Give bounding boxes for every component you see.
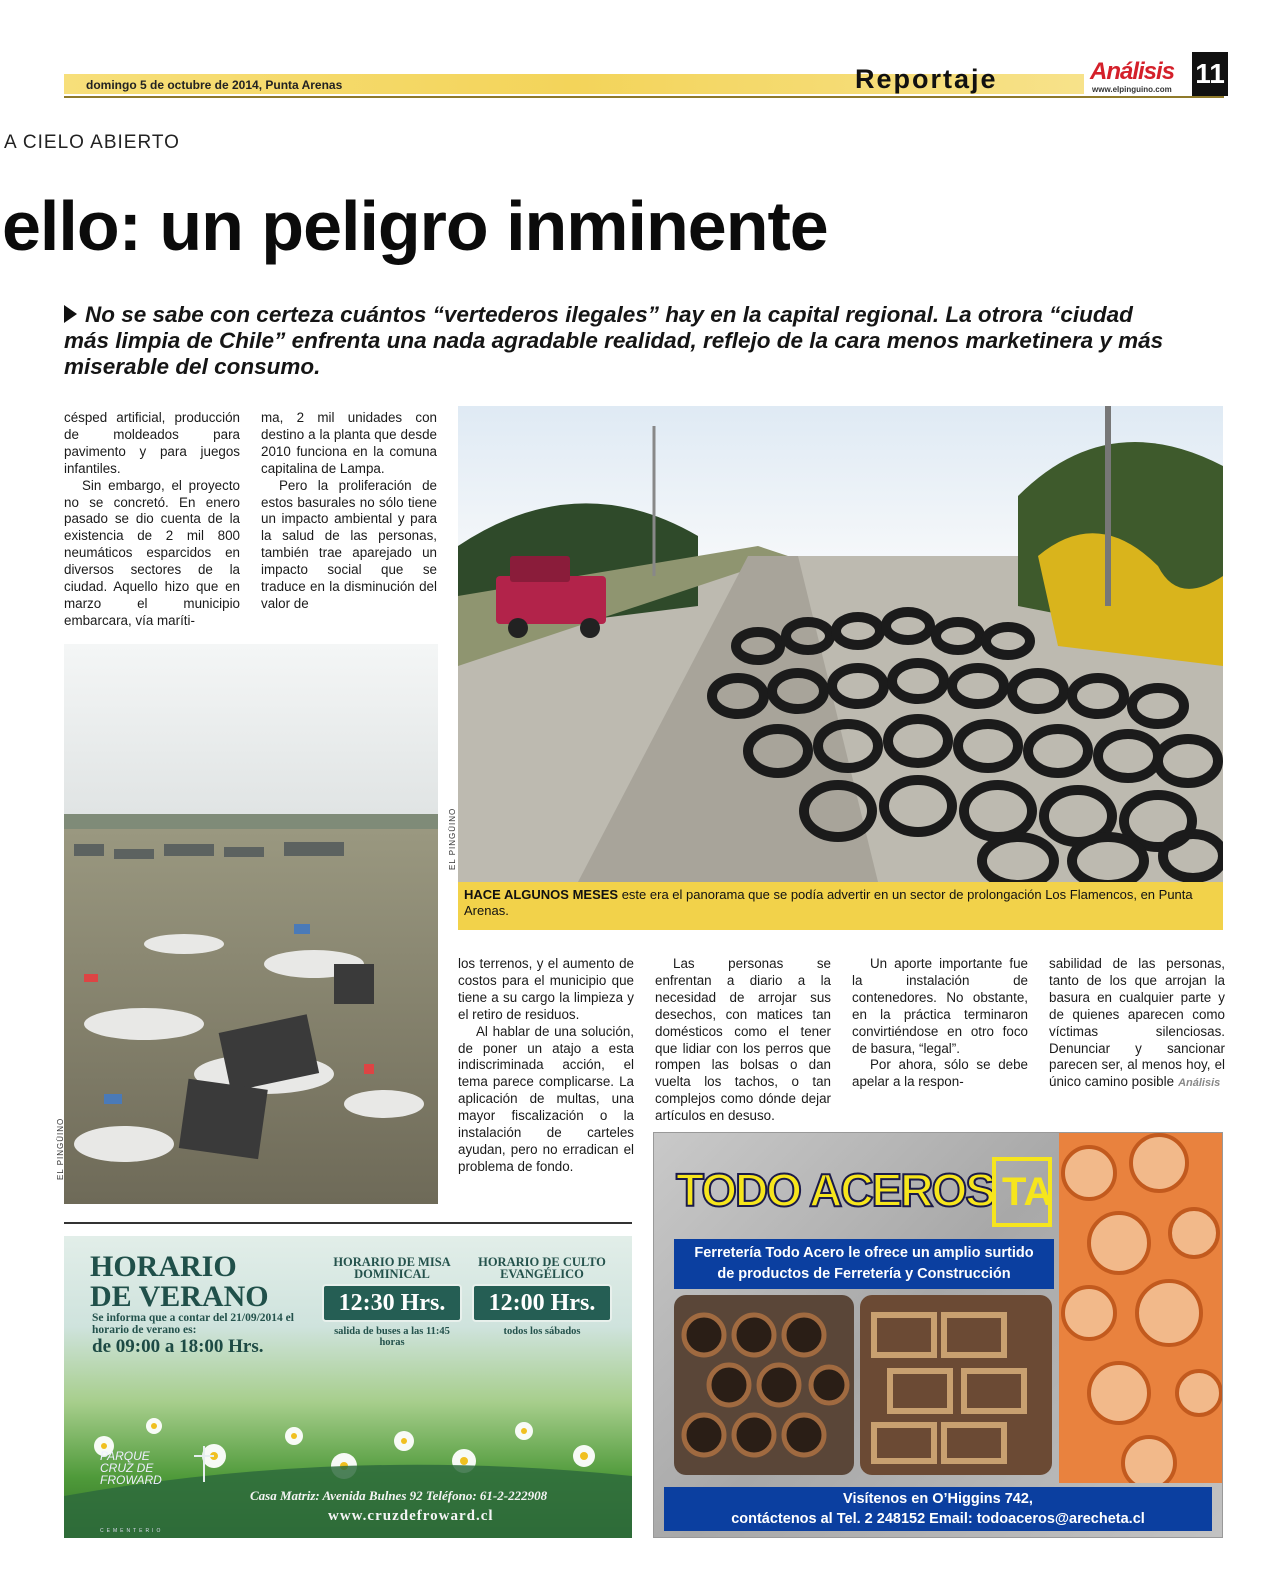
ad-title [90, 1252, 269, 1312]
deck [64, 302, 1174, 380]
section-title: Reportaje [855, 64, 998, 94]
steel-pipes-graphic [674, 1295, 854, 1475]
ta-mark-text: TA [1002, 1170, 1053, 1214]
todo-aceros-logo: TODO ACEROS [676, 1164, 994, 1216]
cruz-froward-sub: CEMENTERIO [100, 1528, 164, 1534]
steel-beams-graphic [860, 1295, 1052, 1475]
caption-body: este era el panorama que se podía advertir en un sector de prolongación Los Flamencos, en Punta Arenas. [464, 887, 1193, 918]
paragraph: Las personas se enfrentan a diario a la necesidad de arrojar sus desechos, con matices tan domésticos como el tener que lidiar con los perros que rompen las bolsas o dan vuelta los tachos, o tan complejos como dónde dejar artículos en desuso. [655, 956, 831, 1124]
culto-sub: todos los sábados [503, 1326, 581, 1337]
photo-tire-dump [458, 406, 1223, 882]
article-column-3 [458, 956, 634, 1176]
ad-notice: Se informa que a contar del 21/09/2014 el horario de verano es: [92, 1312, 294, 1336]
ad-address: Casa Matriz: Avenida Bulnes 92 Teléfono: 61-2-222908 [250, 1488, 548, 1503]
ad-contact [664, 1487, 1212, 1531]
ad-hours: de 09:00 a 18:00 Hrs. [92, 1336, 264, 1357]
ad-website: www.cruzdefroward.cl [328, 1508, 494, 1524]
orange-pipes-graphic [1059, 1133, 1223, 1483]
header-rule [64, 96, 1224, 98]
contact-line1: Visítenos en O’Higgins 742, [843, 1491, 1033, 1507]
culto-header: HORARIO DE CULTO EVANGÉLICO [478, 1255, 606, 1281]
headline: ello: un peligro inminente [2, 187, 828, 265]
article-column-1 [64, 410, 240, 630]
photo-credit-right: EL PINGÜINO [448, 807, 457, 870]
misa-header: HORARIO DE MISA DOMINICAL [333, 1255, 451, 1281]
end-mark-logo: Análisis [1178, 1077, 1221, 1090]
analisis-logo [1090, 58, 1190, 94]
photo-credit-left: EL PINGÜINO [56, 1117, 65, 1180]
kicker: A CIELO ABIERTO [4, 132, 180, 153]
paragraph: césped artificial, producción de moldeados para pavimento y para juegos infantiles. [64, 410, 240, 476]
divider-rule [64, 1222, 632, 1224]
misa-sub: salida de buses a las 11:45 horas [334, 1326, 450, 1348]
contact-line2: contáctenos al Tel. 2 248152 Email: todoaceros@arecheta.cl [731, 1511, 1145, 1527]
culto-time: 12:00 Hrs. [472, 1284, 612, 1322]
paragraph: Por ahora, sólo se debe apelar a la respon- [852, 1057, 1028, 1090]
paragraph [1049, 956, 1225, 1092]
photo-caption [458, 882, 1223, 930]
header-date: domingo 5 de octubre de 2014, Punta Arenas [86, 78, 343, 92]
article-column-4 [655, 956, 831, 1125]
paragraph: Sin embargo, el proyecto no se concretó. En enero pasado se dio cuenta de la existencia de 2 mil 800 neumáticos esparcidos en diversos sectores de la ciudad. Aquello hizo que en marzo el municipio embarcara, vía maríti- [64, 477, 240, 628]
article-column-5 [852, 956, 1028, 1091]
caption-text [464, 887, 1217, 919]
paragraph: Pero la proliferación de estos basurales no sólo tiene un impacto ambiental y para la salud de las personas, también trae aparejado un impacto social que se traduce en la disminución del valor de [261, 477, 437, 611]
photo-garbage-dump [64, 644, 438, 1204]
paragraph: los terrenos, y el aumento de costos para el municipio que tiene a su cargo la limpieza y el retiro de residuos. [458, 956, 634, 1022]
ad-tagline [674, 1239, 1054, 1289]
ad-horario-verano [64, 1236, 632, 1538]
tagline-line1: Ferretería Todo Acero le ofrece un amplio surtido [694, 1245, 1034, 1261]
article-column-6 [1049, 956, 1225, 1092]
misa-time: 12:30 Hrs. [322, 1284, 462, 1322]
ta-mark-icon [992, 1157, 1052, 1227]
paragraph-text: sabilidad de las personas, tanto de los que arrojan la basura en cualquier parte y de quienes aparecen como víctimas silenciosas. Denunciar y sancionar parecen ser, al menos hoy, el único camino posible [1049, 956, 1225, 1090]
cruz-froward-logo: PARQUE CRUZ DE FROWARD [100, 1449, 162, 1487]
ad-todo-aceros [653, 1132, 1223, 1538]
logo-url: www.elpinguino.com [1092, 85, 1172, 94]
article-column-2 [261, 410, 437, 613]
paragraph: Un aporte importante fue la instalación de contenedores. No obstante, en la práctica terminaron convirtiéndose en otro foco de basura, “legal”. [852, 956, 1028, 1056]
logo-word: Análisis [1090, 58, 1175, 85]
paragraph: Al hablar de una solución, de poner un atajo a esta indiscriminada acción, el tema parece complicarse. La aplicación de multas, una mayor fiscalización o la instalación de carteles ayudan, pero no erradican el problema de fondo. [458, 1023, 634, 1174]
paragraph: ma, 2 mil unidades con destino a la planta que desde 2010 funciona en la comuna capitalina de Lampa. [261, 410, 437, 476]
deck-text: No se sabe con certeza cuántos “vertederos ilegales” hay en la capital regional. La otrora “ciudad más limpia de Chile” enfrenta una nada agradable realidad, reflejo de la cara menos marketinera y más miserable del consumo. [64, 302, 1164, 379]
page-number: 11 [1192, 52, 1228, 96]
triangle-bullet-icon [64, 305, 77, 323]
ad-title-line1: HORARIO [90, 1250, 237, 1283]
ad-title-line2: DE VERANO [90, 1280, 269, 1313]
tagline-line2: de productos de Ferretería y Construcción [717, 1266, 1011, 1282]
caption-lead: HACE ALGUNOS MESES [464, 887, 619, 902]
